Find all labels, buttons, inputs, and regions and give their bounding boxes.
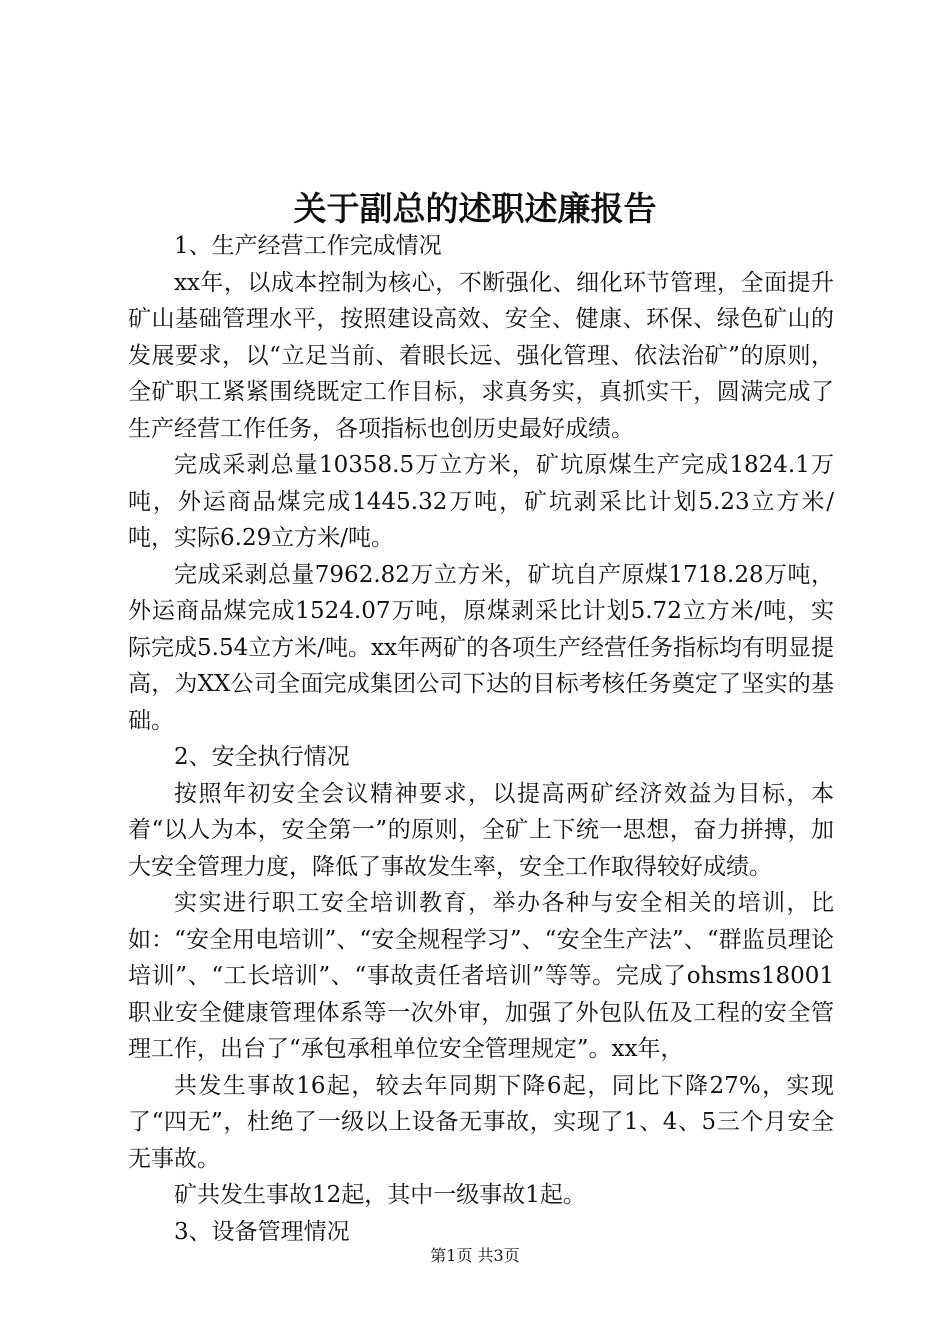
section-heading-equipment: 3、设备管理情况	[174, 1218, 350, 1245]
paragraph-production-figures-a: 完成采剥总量10358.5万立方米，矿坑原煤生产完成1824.1万吨，外运商品煤完成1445.32万吨，矿坑剥采比计划5.23立方米/吨，实际6.29立方米/吨。	[128, 452, 834, 551]
paragraph-production-figures-b: 完成采剥总量7962.82万立方米，矿坑自产原煤1718.28万吨，外运商品煤完成1524.07万吨，原煤剥采比计划5.72立方米/吨，实际完成5.54立方米/吨。xx年两矿的各项生产经营任务指标均有明显提高，为XX公司全面完成集团公司下达的目标考核任务奠定了坚实的基础。	[128, 561, 834, 734]
paragraph-safety-overview: 按照年初安全会议精神要求，以提高两矿经济效益为目标，本着“以人为本，安全第一”的原则，全矿上下统一思想，奋力拼搏，加大安全管理力度，降低了事故发生率，安全工作取得较好成绩。	[128, 780, 834, 880]
section-heading-production: 1、生产经营工作完成情况	[174, 233, 442, 259]
paragraph-safety-training: 实实进行职工安全培训教育，举办各种与安全相关的培训，比如：“安全用电培训”、“安全规程学习”、“安全生产法”、“群监员理论培训”、“工长培训”、“事故责任者培训”等等。完成了ohsms18001职业安全健康管理体系等一次外审，加强了外包队伍及工程的安全管理工作，出台了“承包承租单位安全管理规定”。xx年，	[128, 890, 834, 1062]
document-body	[128, 228, 834, 1250]
section-heading-safety: 2、安全执行情况	[174, 744, 350, 770]
document-title: 关于副总的述职述廉报告	[293, 189, 657, 228]
paragraph-safety-accidents: 共发生事故16起，较去年同期下降6起，同比下降27%，实现了“四无”，杜绝了一级以上设备无事故，实现了1、4、5三个月安全无事故。	[128, 1072, 834, 1172]
paragraph-production-overview: xx年，以成本控制为核心，不断强化、细化环节管理，全面提升矿山基础管理水平，按照建设高效、安全、健康、环保、绿色矿山的发展要求，以“立足当前、着眼长远、强化管理、依法治矿”的原则，全矿职工紧紧围绕既定工作目标，求真务实，真抓实干，圆满完成了生产经营工作任务，各项指标也创历史最好成绩。	[128, 269, 834, 442]
page-footer: 第1页 共3页	[430, 1246, 520, 1265]
paragraph-mine-accidents: 矿共发生事故12起，其中一级事故1起。	[174, 1182, 586, 1208]
